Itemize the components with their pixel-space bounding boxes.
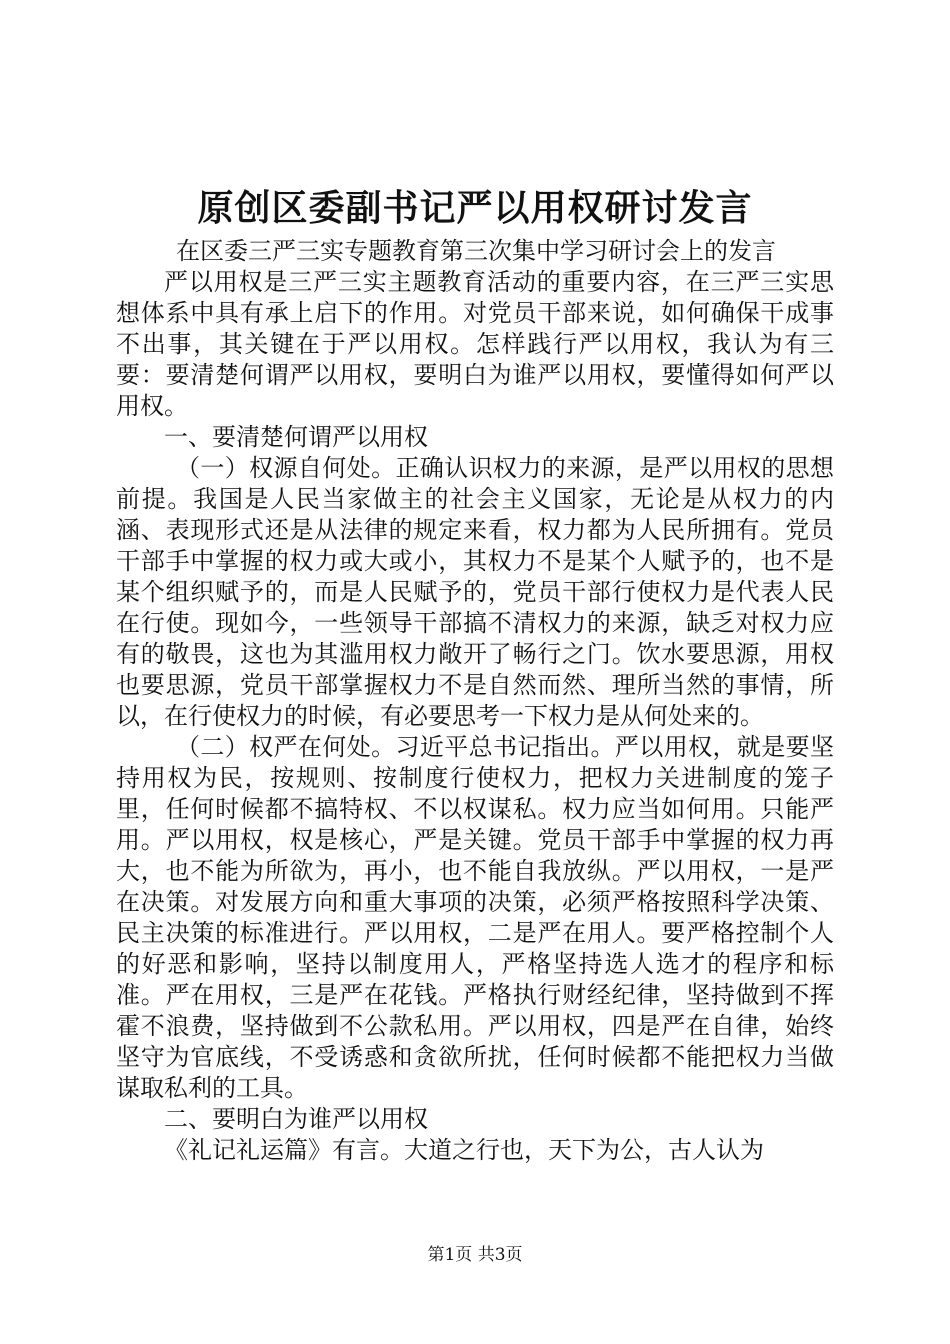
speech-subtitle: 在区委三严三实专题教育第三次集中学习研讨会上的发言 [176, 237, 776, 265]
section-2-paragraph: 《礼记礼运篇》有言。大道之行也，天下为公，古人认为 [164, 1136, 764, 1164]
section-heading-1: 一、要清楚何谓严以用权 [164, 423, 428, 451]
intro-paragraph: 严以用权是三严三实主题教育活动的重要内容，在三严三实思想体系中具有承上启下的作用。对党员干部来说，如何确保干成事不出事，其关键在于严以用权。怎样践行严以用权，我认为有三要：要清楚何谓严以用权，要明白为谁严以用权，要懂得如何严以用权。 [116, 268, 834, 420]
subsection-paragraph-2: （二）权严在何处。习近平总书记指出。严以用权，就是要坚持用权为民，按规则、按制度行使权力，把权力关进制度的笼子里，任何时候都不搞特权、不以权谋私。权力应当如何用。只能严用。严以用权，权是核心，严是关键。党员干部手中掌握的权力再大，也不能为所欲为，再小，也不能自我放纵。严以用权，一是严在决策。对发展方向和重大事项的决策，必须严格按照科学决策、民主决策的标准进行。严以用权，二是严在用人。要严格控制个人的好恶和影响，坚持以制度用人，严格坚持选人选才的程序和标准。严在用权，三是严在花钱。严格执行财经纪律，坚持做到不挥霍不浪费，坚持做到不公款私用。严以用权，四是严在自律，始终坚守为官底线，不受诱惑和贪欲所扰，任何时候都不能把权力当做谋取私利的工具。 [116, 733, 834, 1102]
document-title: 原创区委副书记严以用权研讨发言 [197, 187, 753, 229]
subsection-paragraph-1: （一）权源自何处。正确认识权力的来源，是严以用权的思想前提。我国是人民当家做主的社会主义国家，无论是从权力的内涵、表现形式还是从法律的规定来看，权力都为人民所拥有。党员干部手中掌握的权力或大或小，其权力不是某个人赋予的，也不是某个组织赋予的，而是人民赋予的，党员干部行使权力是代表人民在行使。现如今，一些领导干部搞不清权力的来源，缺乏对权力应有的敬畏，这也为其滥用权力敞开了畅行之门。饮水要思源，用权也要思源，党员干部掌握权力不是自然而然、理所当然的事情，所以，在行使权力的时候，有必要思考一下权力是从何处来的。 [116, 454, 834, 730]
document-body [116, 236, 834, 1166]
page-number: 第1页 共3页 [427, 1245, 523, 1265]
section-heading-2: 二、要明白为谁严以用权 [164, 1105, 428, 1133]
